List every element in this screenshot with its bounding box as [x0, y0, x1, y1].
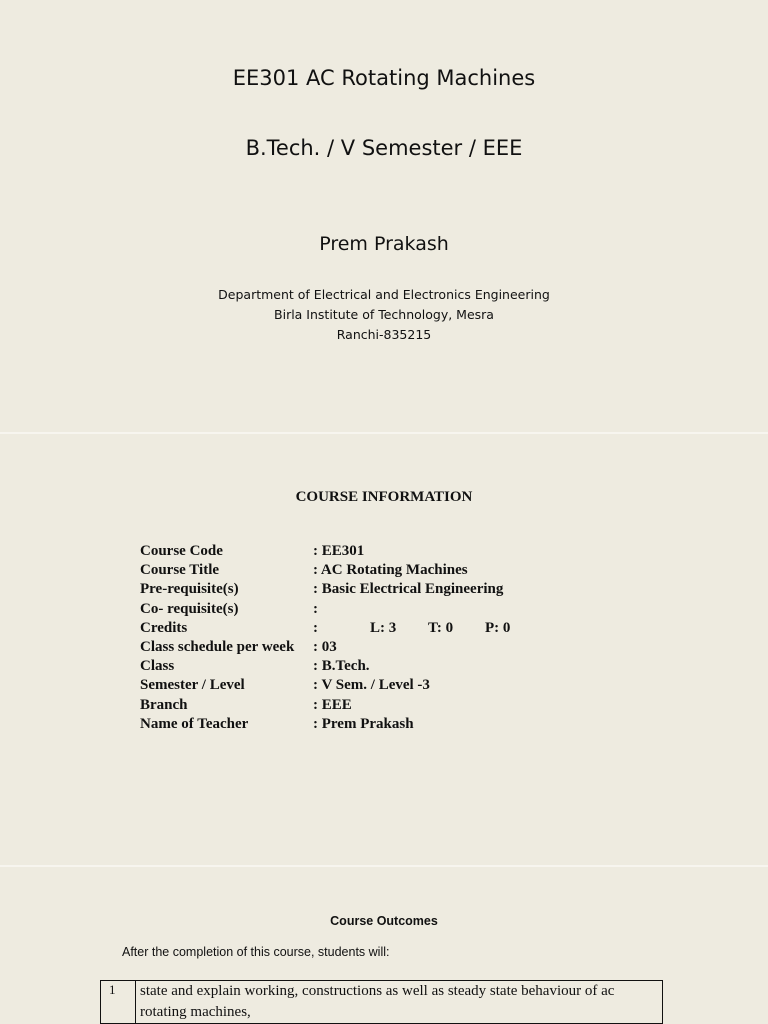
info-row-credits: [140, 619, 640, 638]
outcome-number: 1: [101, 981, 136, 1024]
info-row-semester-level: [140, 676, 640, 695]
info-label: Course Title: [140, 562, 220, 579]
info-label: Name of Teacher: [140, 715, 249, 732]
info-value: : EE301: [313, 543, 365, 559]
info-row-class: [140, 657, 640, 676]
course-outcomes-intro: After the completion of this course, students will:: [122, 945, 390, 959]
course-information-slide: [0, 434, 768, 865]
author-name: Prem Prakash: [319, 233, 449, 255]
info-row-branch: [140, 696, 640, 715]
info-value: : Basic Electrical Engineering: [313, 581, 504, 598]
course-title: EE301 AC Rotating Machines: [232, 66, 536, 90]
affiliation-department: Department of Electrical and Electronics Engineering: [218, 287, 550, 302]
info-row-teacher: [140, 715, 640, 734]
info-value: :: [313, 619, 318, 636]
course-outcomes-heading: Course Outcomes: [330, 914, 438, 928]
course-subtitle: B.Tech. / V Semester / EEE: [245, 136, 523, 160]
credits-tutorial: T: 0: [428, 619, 454, 636]
info-row-course-title: [140, 561, 640, 580]
info-label: Class schedule per week: [140, 638, 295, 655]
info-row-course-code: [140, 542, 640, 561]
affiliation-city: Ranchi-835215: [336, 327, 432, 342]
course-information-list: [140, 542, 640, 734]
info-value: : EEE: [313, 696, 352, 713]
title-slide: [0, 0, 768, 432]
info-row-corequisites: [140, 600, 640, 619]
info-label: Credits: [140, 619, 188, 636]
credits-lecture: L: 3: [370, 619, 397, 636]
info-row-class-schedule: [140, 638, 640, 657]
course-information-heading: COURSE INFORMATION: [295, 489, 473, 505]
credits-practical: P: 0: [485, 619, 511, 636]
info-value: :: [313, 600, 318, 617]
info-label: Pre-requisite(s): [140, 581, 239, 598]
affiliation-institute: Birla Institute of Technology, Mesra: [274, 307, 494, 322]
info-value: : 03: [313, 638, 337, 655]
info-value: : Prem Prakash: [313, 715, 414, 732]
info-label: Branch: [140, 696, 188, 713]
info-label: Course Code: [140, 543, 223, 559]
info-value: : V Sem. / Level -3: [313, 677, 430, 694]
info-label: Semester / Level: [140, 677, 245, 694]
info-label: Co- requisite(s): [140, 600, 239, 617]
info-value: : AC Rotating Machines: [313, 562, 468, 579]
outcome-text: state and explain working, constructions as well as steady state behaviour of ac rotating machines,: [136, 981, 663, 1024]
info-label: Class: [140, 658, 175, 675]
table-row: [101, 981, 663, 1024]
info-row-prerequisites: [140, 580, 640, 599]
info-value: : B.Tech.: [313, 658, 370, 675]
course-outcomes-slide: [0, 867, 768, 1024]
course-outcomes-table: [100, 980, 663, 1024]
